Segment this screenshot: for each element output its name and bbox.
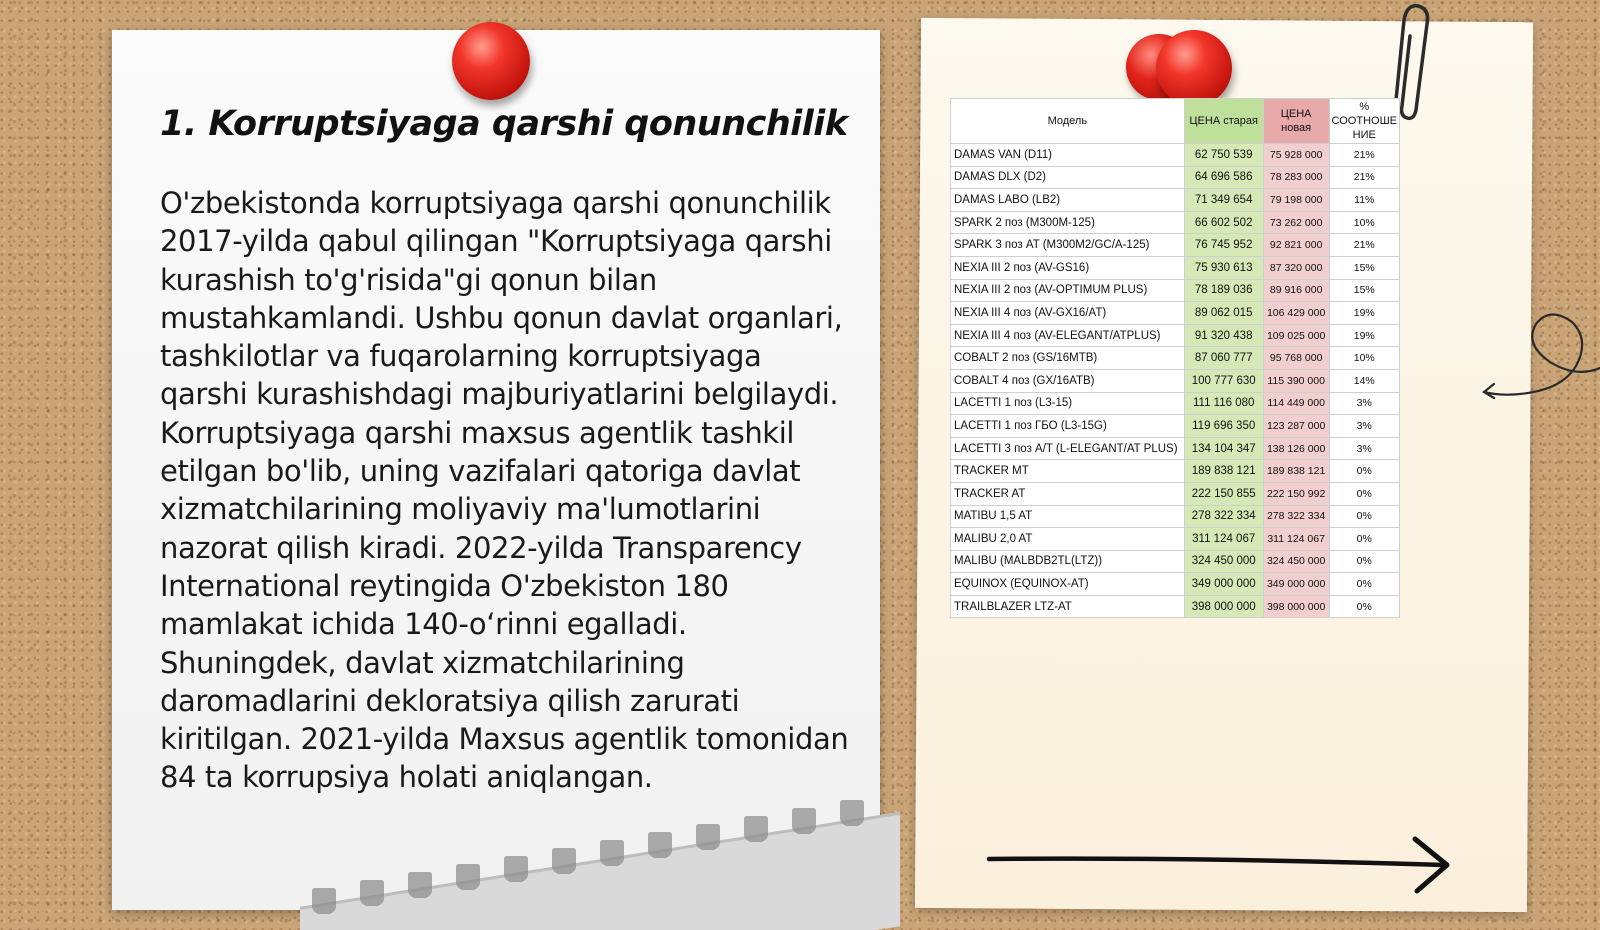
table-row (951, 392, 1400, 415)
cell-old-price: 189 838 121 (1184, 460, 1263, 483)
cell-ratio: 10% (1329, 211, 1399, 234)
table-row (951, 482, 1400, 505)
table-row (951, 302, 1400, 325)
cell-ratio: 21% (1329, 166, 1399, 189)
cell-old-price: 119 696 350 (1184, 415, 1263, 438)
cell-old-price: 62 750 539 (1184, 144, 1263, 167)
cell-model: MATIBU 1,5 AT (951, 505, 1185, 528)
cell-old-price: 100 777 630 (1184, 369, 1263, 392)
cell-model: COBALT 4 поз (GX/16ATB) (951, 369, 1185, 392)
table-row (951, 166, 1400, 189)
table-row (951, 573, 1400, 596)
cell-new-price: 311 124 067 (1263, 528, 1329, 551)
cell-model: NEXIA III 2 поз (AV-GS16) (951, 256, 1185, 279)
cell-new-price: 89 916 000 (1263, 279, 1329, 302)
cell-model: COBALT 2 поз (GS/16MTB) (951, 347, 1185, 370)
cell-new-price: 87 320 000 (1263, 256, 1329, 279)
cell-new-price: 123 287 000 (1263, 415, 1329, 438)
cell-model: MALIBU 2,0 AT (951, 528, 1185, 551)
cell-new-price: 222 150 992 (1263, 482, 1329, 505)
table-row (951, 415, 1400, 438)
table-row (951, 437, 1400, 460)
cell-old-price: 75 930 613 (1184, 256, 1263, 279)
cell-new-price: 324 450 000 (1263, 550, 1329, 573)
cell-model: SPARK 2 поз (M300M-125) (951, 211, 1185, 234)
push-pin-icon (1156, 30, 1232, 106)
cell-old-price: 398 000 000 (1184, 595, 1263, 618)
cell-old-price: 64 696 586 (1184, 166, 1263, 189)
header-model: Модель (951, 99, 1185, 144)
table-row (951, 324, 1400, 347)
cell-ratio: 0% (1329, 595, 1399, 618)
cell-model: DAMAS VAN (D11) (951, 144, 1185, 167)
body-paragraph: O'zbekistonda korruptsiyaga qarshi qonunchilik 2017-yilda qabul qilingan "Korruptsiyaga qarshi kurashish to'g'risida"gi qonun bilan mustahkamlandi. Ushbu qonun davlat organlari, tashkilotlar va fuqarolarning korruptsiyaga qarshi kurashishdagi majburiyatlarini belgilaydi. Korruptsiyaga qarshi maxsus agentlik tashkil etilgan bo'lib, uning vazifalari qatoriga davlat xizmatchilarining moliyaviy ma'lumotlarini nazorat qilish kiradi. 2022-yilda Transparency International reytingida O'zbekiston 180 mamlakat ichida 140-o‘rinni egalladi. Shuningdek, davlat xizmatchilarining daromadlarini dekloratsiya qilish zarurati kiritilgan. 2021-yilda Maxsus agentlik tomonidan 84 ta korrupsiya holati aniqlangan. (160, 186, 849, 795)
cell-old-price: 78 189 036 (1184, 279, 1263, 302)
cell-model: EQUINOX (EQUINOX-AT) (951, 573, 1185, 596)
table-row (951, 189, 1400, 212)
cell-ratio: 15% (1329, 256, 1399, 279)
cell-old-price: 349 000 000 (1184, 573, 1263, 596)
cell-ratio: 0% (1329, 528, 1399, 551)
cell-model: NEXIA III 2 поз (AV-OPTIMUM PLUS) (951, 279, 1185, 302)
curly-arrow-icon (1480, 312, 1600, 412)
cell-model: DAMAS LABO (LB2) (951, 189, 1185, 212)
cell-new-price: 278 322 334 (1263, 505, 1329, 528)
cell-ratio: 0% (1329, 482, 1399, 505)
cell-new-price: 73 262 000 (1263, 211, 1329, 234)
cell-new-price: 109 025 000 (1263, 324, 1329, 347)
cell-old-price: 111 116 080 (1184, 392, 1263, 415)
push-pin-icon (452, 22, 530, 100)
cell-new-price: 92 821 000 (1263, 234, 1329, 257)
cell-new-price: 79 198 000 (1263, 189, 1329, 212)
cell-ratio: 3% (1329, 437, 1399, 460)
cell-model: NEXIA III 4 поз (AV-ELEGANT/ATPLUS) (951, 324, 1185, 347)
cell-ratio: 3% (1329, 392, 1399, 415)
table-row (951, 347, 1400, 370)
price-table (950, 98, 1400, 618)
cell-model: SPARK 3 поз AT (M300M2/GC/A-125) (951, 234, 1185, 257)
cell-new-price: 189 838 121 (1263, 460, 1329, 483)
table-row (951, 528, 1400, 551)
cell-old-price: 222 150 855 (1184, 482, 1263, 505)
cell-ratio: 14% (1329, 369, 1399, 392)
cell-model: TRACKER MT (951, 460, 1185, 483)
cell-model: LACETTI 3 поз A/T (L-ELEGANT/AT PLUS) (951, 437, 1185, 460)
table-row (951, 460, 1400, 483)
cell-new-price: 75 928 000 (1263, 144, 1329, 167)
cell-ratio: 11% (1329, 189, 1399, 212)
cell-ratio: 19% (1329, 324, 1399, 347)
cell-old-price: 89 062 015 (1184, 302, 1263, 325)
cell-old-price: 278 322 334 (1184, 505, 1263, 528)
cell-ratio: 21% (1329, 144, 1399, 167)
table-row (951, 234, 1400, 257)
table-row (951, 211, 1400, 234)
cell-ratio: 3% (1329, 415, 1399, 438)
header-old-price: ЦЕНА старая (1184, 99, 1263, 144)
cell-model: MALIBU (MALBDB2TL(LTZ)) (951, 550, 1185, 573)
cell-new-price: 349 000 000 (1263, 573, 1329, 596)
cell-old-price: 76 745 952 (1184, 234, 1263, 257)
cell-ratio: 10% (1329, 347, 1399, 370)
cell-ratio: 0% (1329, 505, 1399, 528)
cell-old-price: 324 450 000 (1184, 550, 1263, 573)
cell-new-price: 114 449 000 (1263, 392, 1329, 415)
cell-new-price: 106 429 000 (1263, 302, 1329, 325)
cell-model: TRAILBLAZER LTZ-AT (951, 595, 1185, 618)
cell-model: DAMAS DLX (D2) (951, 166, 1185, 189)
cell-old-price: 87 060 777 (1184, 347, 1263, 370)
cell-new-price: 138 126 000 (1263, 437, 1329, 460)
table-row (951, 279, 1400, 302)
cell-old-price: 311 124 067 (1184, 528, 1263, 551)
cell-model: TRACKER AT (951, 482, 1185, 505)
cell-ratio: 0% (1329, 573, 1399, 596)
table-row (951, 256, 1400, 279)
right-arrow-icon (985, 835, 1455, 895)
cell-new-price: 398 000 000 (1263, 595, 1329, 618)
cell-model: NEXIA III 4 поз (AV-GX16/AT) (951, 302, 1185, 325)
cell-new-price: 78 283 000 (1263, 166, 1329, 189)
cell-old-price: 71 349 654 (1184, 189, 1263, 212)
table-row (951, 505, 1400, 528)
cell-new-price: 95 768 000 (1263, 347, 1329, 370)
cell-model: LACETTI 1 поз (L3-15) (951, 392, 1185, 415)
cell-ratio: 0% (1329, 460, 1399, 483)
cell-ratio: 19% (1329, 302, 1399, 325)
table-row (951, 550, 1400, 573)
header-new-price: ЦЕНА новая (1263, 99, 1329, 144)
cell-new-price: 115 390 000 (1263, 369, 1329, 392)
cell-model: LACETTI 1 поз ГБО (L3-15G) (951, 415, 1185, 438)
section-heading: 1. Korruptsiyaga qarshi qonunchilik (160, 104, 848, 144)
table-row (951, 595, 1400, 618)
table-row (951, 144, 1400, 167)
cell-ratio: 0% (1329, 550, 1399, 573)
cell-ratio: 15% (1329, 279, 1399, 302)
header-ratio: % СООТНОШЕ НИЕ (1329, 99, 1399, 144)
cell-old-price: 66 602 502 (1184, 211, 1263, 234)
table-header-row (951, 99, 1400, 144)
cell-old-price: 91 320 438 (1184, 324, 1263, 347)
cell-ratio: 21% (1329, 234, 1399, 257)
cell-old-price: 134 104 347 (1184, 437, 1263, 460)
table-row (951, 369, 1400, 392)
